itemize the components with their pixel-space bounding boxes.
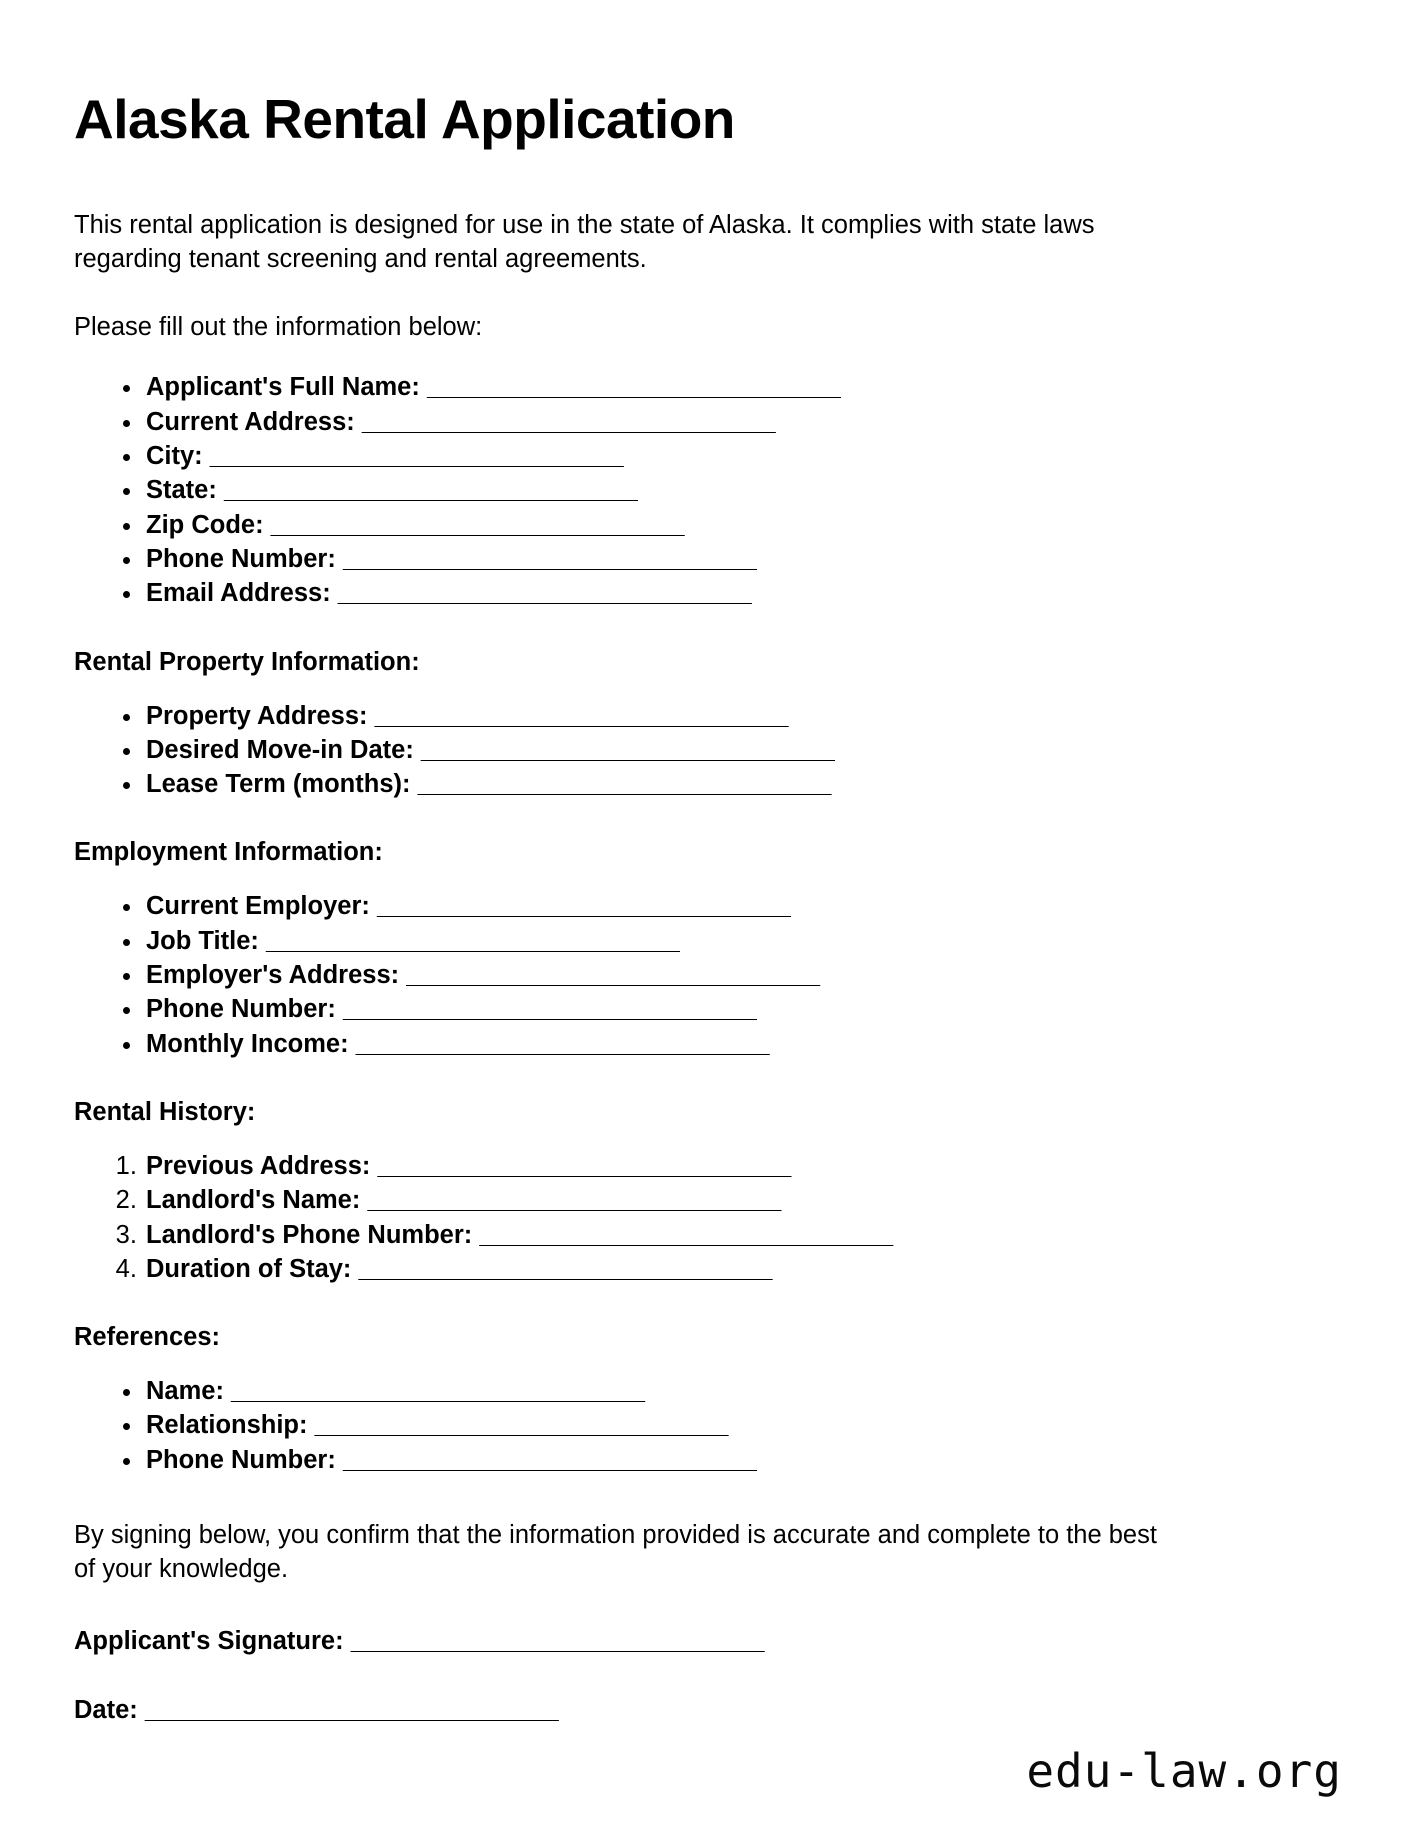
list-item: [144, 508, 1342, 542]
intro-paragraph: This rental application is designed for use in the state of Alaska. It complies with state laws regarding tenant screening and rental agreements.: [74, 211, 1095, 274]
list-item: [144, 1183, 1342, 1217]
list-item: [144, 1408, 1342, 1442]
field-label: Desired Move-in Date:: [146, 735, 414, 764]
list-item: [144, 473, 1342, 507]
field-blank[interactable]: ______________________________: [342, 1445, 757, 1474]
list-item: [144, 1027, 1342, 1061]
section-heading-rental-property: Rental Property Information:: [74, 647, 420, 676]
field-blank[interactable]: ______________________________: [377, 1151, 791, 1180]
signature-label: Applicant's Signature:: [74, 1626, 344, 1655]
applicant-fields-list: [74, 370, 1342, 610]
date-line: [74, 1696, 1342, 1725]
field-blank[interactable]: ______________________________: [361, 407, 776, 436]
date-blank[interactable]: ______________________________: [144, 1695, 559, 1724]
field-blank[interactable]: ______________________________: [367, 1186, 781, 1215]
list-item: [144, 1374, 1342, 1408]
field-blank[interactable]: ______________________________: [209, 442, 624, 471]
section-heading-references: References:: [74, 1323, 220, 1352]
rental-property-fields-list: [74, 699, 1342, 802]
closing-paragraph: By signing below, you confirm that the information provided is accurate and complete to the best of your knowledge.: [74, 1521, 1157, 1583]
field-label: Relationship:: [146, 1411, 308, 1440]
field-blank[interactable]: ______________________________: [417, 770, 832, 799]
field-blank[interactable]: ______________________________: [337, 579, 752, 608]
field-label: State:: [146, 476, 217, 505]
field-blank[interactable]: ______________________________: [265, 926, 680, 955]
list-item: [144, 767, 1342, 801]
field-label: Applicant's Full Name:: [146, 373, 420, 402]
field-blank[interactable]: ______________________________: [406, 961, 820, 990]
field-blank[interactable]: ______________________________: [355, 1029, 770, 1058]
field-label: Job Title:: [146, 926, 259, 955]
list-item: [144, 1443, 1342, 1477]
field-label: Lease Term (months):: [146, 770, 411, 799]
field-blank[interactable]: ______________________________: [358, 1254, 772, 1283]
field-blank[interactable]: ______________________________: [376, 892, 791, 921]
field-label: Phone Number:: [146, 544, 336, 573]
list-item: [144, 924, 1342, 958]
section-heading-employment: Employment Information:: [74, 838, 383, 867]
employment-fields-list: [74, 889, 1342, 1060]
field-blank[interactable]: ______________________________: [420, 735, 835, 764]
list-item: [144, 1218, 1342, 1252]
field-blank[interactable]: ______________________________: [479, 1220, 893, 1249]
rental-history-fields-list: [74, 1149, 1342, 1286]
field-blank[interactable]: ______________________________: [342, 995, 757, 1024]
list-item: [144, 1252, 1342, 1286]
field-blank[interactable]: ______________________________: [270, 510, 685, 539]
instruction-text: Please fill out the information below:: [74, 313, 483, 342]
signature-blank[interactable]: ______________________________: [350, 1626, 765, 1655]
field-label: Phone Number:: [146, 995, 336, 1024]
field-label: Current Address:: [146, 407, 355, 436]
field-label: Phone Number:: [146, 1445, 336, 1474]
field-blank[interactable]: ______________________________: [426, 373, 841, 402]
section-heading-rental-history: Rental History:: [74, 1097, 256, 1126]
date-label: Date:: [74, 1695, 138, 1724]
field-label: Landlord's Name:: [146, 1186, 361, 1215]
list-item: [144, 958, 1342, 992]
list-item: [144, 699, 1342, 733]
field-label: Landlord's Phone Number:: [146, 1220, 473, 1249]
field-label: Zip Code:: [146, 510, 264, 539]
footer-watermark: edu-law.org: [1026, 1744, 1342, 1798]
list-item: [144, 542, 1342, 576]
field-blank[interactable]: ______________________________: [342, 544, 757, 573]
list-item: [144, 405, 1342, 439]
field-label: City:: [146, 442, 203, 471]
list-item: [144, 889, 1342, 923]
list-item: [144, 576, 1342, 610]
field-blank[interactable]: ______________________________: [374, 701, 789, 730]
field-blank[interactable]: ______________________________: [231, 1377, 645, 1406]
references-fields-list: [74, 1374, 1342, 1477]
field-label: Monthly Income:: [146, 1029, 349, 1058]
applicant-signature-line: [74, 1627, 1342, 1656]
list-item: [144, 1149, 1342, 1183]
field-label: Current Employer:: [146, 892, 370, 921]
list-item: [144, 370, 1342, 404]
list-item: [144, 439, 1342, 473]
field-label: Employer's Address:: [146, 961, 400, 990]
field-label: Previous Address:: [146, 1151, 371, 1180]
list-item: [144, 733, 1342, 767]
field-label: Property Address:: [146, 701, 368, 730]
field-label: Email Address:: [146, 579, 331, 608]
field-blank[interactable]: ______________________________: [314, 1411, 729, 1440]
list-item: [144, 992, 1342, 1026]
field-label: Name:: [146, 1377, 224, 1406]
field-blank[interactable]: ______________________________: [223, 476, 638, 505]
page-title: Alaska Rental Application: [74, 88, 735, 150]
field-label: Duration of Stay:: [146, 1254, 352, 1283]
